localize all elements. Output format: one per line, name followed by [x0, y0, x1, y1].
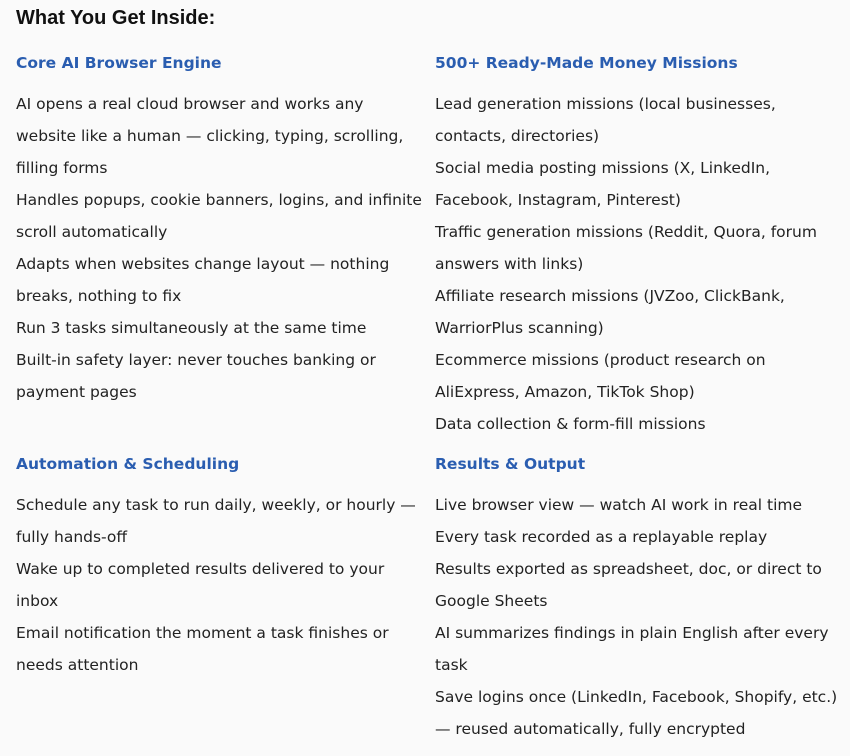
list-item: Data collection & form-fill missions	[435, 415, 706, 433]
section-automation-scheduling	[16, 453, 426, 681]
list-item: Lead generation missions (local businesses, contacts, directories)	[435, 95, 776, 145]
feature-list	[16, 88, 426, 408]
list-item: Email notification the moment a task finishes or needs attention	[16, 624, 389, 674]
list-item: AI opens a real cloud browser and works any website like a human — clicking, typing, scrolling, filling forms	[16, 95, 404, 177]
page-title: What You Get Inside:	[16, 7, 216, 29]
list-item: AI summarizes findings in plain English after every task	[435, 624, 829, 674]
section-core-ai-browser-engine	[16, 52, 426, 408]
feature-list	[16, 489, 426, 681]
list-item: Run 3 tasks simultaneously at the same time	[16, 319, 367, 337]
list-item: Social media posting missions (X, LinkedIn, Facebook, Instagram, Pinterest)	[435, 159, 771, 209]
list-item: Traffic generation missions (Reddit, Quora, forum answers with links)	[435, 223, 817, 273]
list-item: Adapts when websites change layout — nothing breaks, nothing to fix	[16, 255, 390, 305]
section-heading: Automation & Scheduling	[16, 455, 240, 473]
section-heading: Results & Output	[435, 455, 586, 473]
section-results-output	[435, 453, 843, 745]
list-item: Ecommerce missions (product research on AliExpress, Amazon, TikTok Shop)	[435, 351, 766, 401]
list-item: Wake up to completed results delivered to your inbox	[16, 560, 385, 610]
list-item: Save logins once (LinkedIn, Facebook, Shopify, etc.) — reused automatically, fully encrypted	[435, 688, 838, 738]
feature-list	[435, 489, 843, 745]
section-heading: Core AI Browser Engine	[16, 54, 222, 72]
feature-list	[435, 88, 843, 440]
section-heading: 500+ Ready-Made Money Missions	[435, 54, 738, 72]
list-item: Schedule any task to run daily, weekly, or hourly — fully hands-off	[16, 496, 416, 546]
section-ready-made-missions	[435, 52, 843, 440]
list-item: Built-in safety layer: never touches banking or payment pages	[16, 351, 376, 401]
list-item: Results exported as spreadsheet, doc, or direct to Google Sheets	[435, 560, 822, 610]
list-item: Live browser view — watch AI work in real time	[435, 496, 803, 514]
list-item: Every task recorded as a replayable replay	[435, 528, 768, 546]
list-item: Handles popups, cookie banners, logins, and infinite scroll automatically	[16, 191, 422, 241]
list-item: Affiliate research missions (JVZoo, ClickBank, WarriorPlus scanning)	[435, 287, 785, 337]
